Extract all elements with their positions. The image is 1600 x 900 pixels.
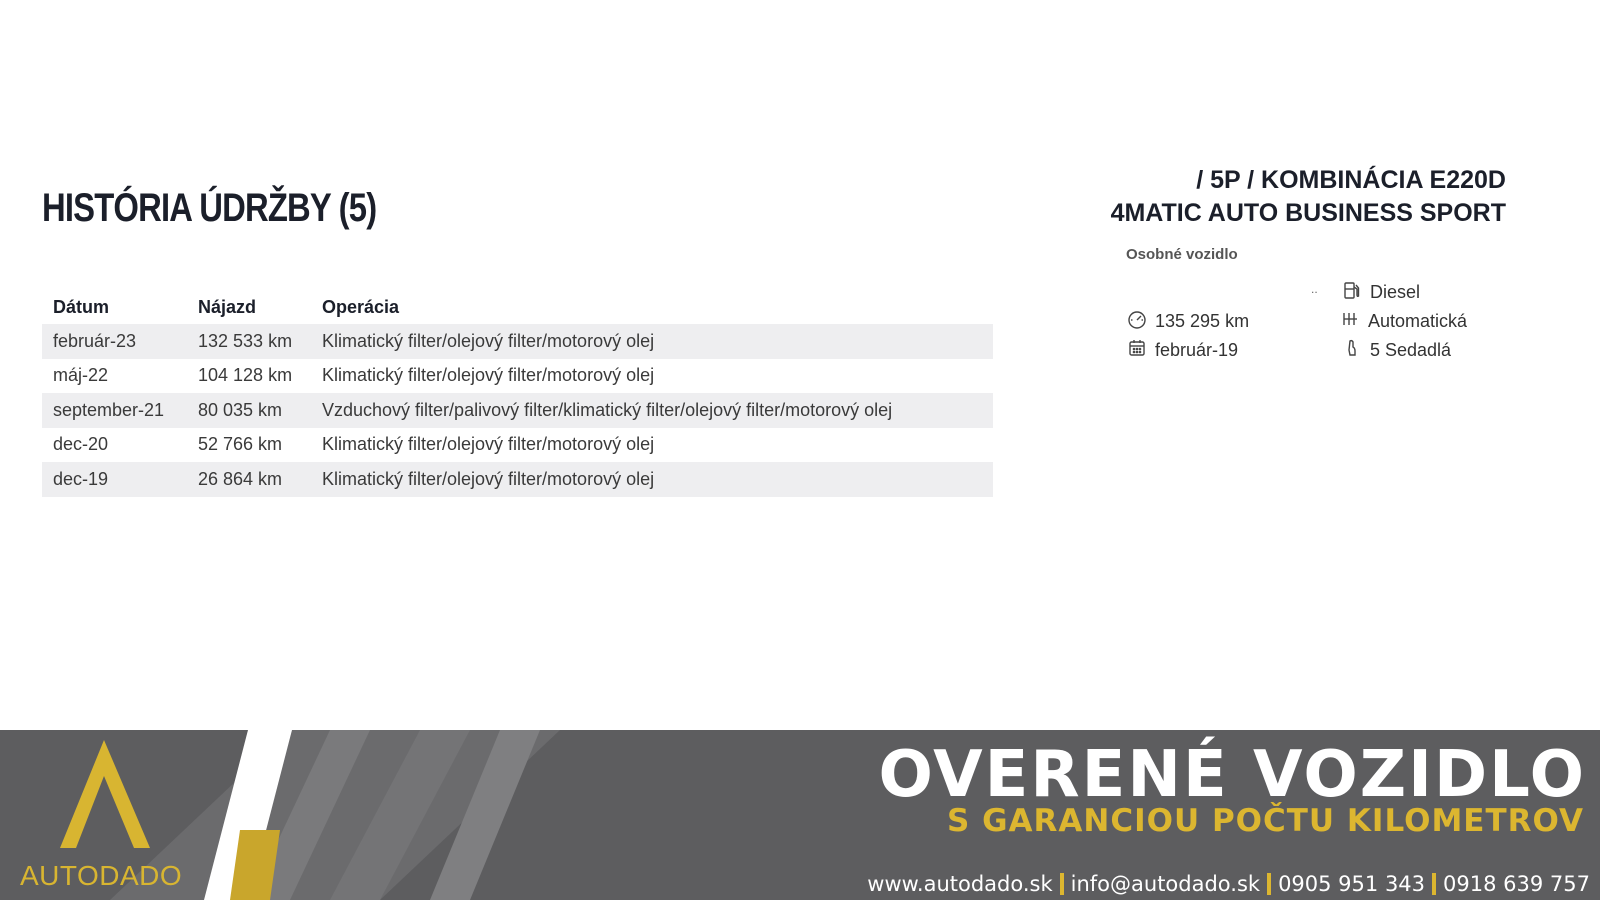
cell-mileage: 80 035 km <box>187 393 311 428</box>
spec-registration-label: február-19 <box>1155 340 1239 360</box>
cell-mileage: 132 533 km <box>187 324 311 359</box>
spec-mileage <box>1127 309 1249 334</box>
table-row <box>42 393 993 428</box>
fuel-pump-icon <box>1342 280 1362 305</box>
spec-fuel <box>1342 280 1420 305</box>
website-link[interactable]: www.autodado.sk <box>867 872 1053 896</box>
spec-registration <box>1127 338 1238 363</box>
banner-subheadline: S GARANCIOU POČTU KILOMETROV <box>946 803 1584 839</box>
vehicle-type: Osobné vozidlo <box>1126 246 1238 263</box>
contact-bar <box>867 872 1590 896</box>
vehicle-title-line-2: 4MATIC AUTO BUSINESS SPORT <box>1110 199 1506 227</box>
table-row <box>42 359 993 394</box>
cell-operation: Klimatický filter/olejový filter/motorový olej <box>322 434 655 455</box>
logo-text: AUTODADO <box>20 860 183 891</box>
cell-mileage: 104 128 km <box>198 365 293 386</box>
column-header-mileage: Nájazd <box>198 296 257 317</box>
seat-icon <box>1342 338 1362 363</box>
column-header-operation: Operácia <box>322 296 400 317</box>
calendar-icon <box>1127 338 1147 363</box>
cell-mileage: 26 864 km <box>187 462 311 497</box>
table-header-row <box>42 290 993 324</box>
cell-mileage: 52 766 km <box>198 434 283 455</box>
separator-dots: .. <box>1311 282 1318 296</box>
table-row <box>42 428 993 463</box>
banner-headline: OVERENÉ VOZIDLO <box>878 738 1586 812</box>
table-row <box>42 324 993 359</box>
phone-link-2[interactable]: 0918 639 757 <box>1443 872 1590 896</box>
cell-date: dec-20 <box>53 434 109 455</box>
contact-divider <box>1267 873 1271 895</box>
spec-transmission <box>1340 309 1467 334</box>
gearbox-icon <box>1340 309 1360 334</box>
spec-fuel-label: Diesel <box>1370 282 1421 302</box>
table-row <box>42 462 993 497</box>
cell-date: september-21 <box>42 393 187 428</box>
spec-seats-label: 5 Sedadlá <box>1370 340 1452 360</box>
autodado-logo <box>0 730 250 900</box>
speedometer-icon <box>1127 309 1147 334</box>
cell-date: dec-19 <box>42 462 187 497</box>
vehicle-title-line-1: / 5P / KOMBINÁCIA E220D <box>1196 166 1506 194</box>
contact-divider <box>1432 873 1436 895</box>
email-link[interactable]: info@autodado.sk <box>1070 872 1261 896</box>
column-header-date: Dátum <box>53 296 110 317</box>
cell-operation: Klimatický filter/olejový filter/motorový olej <box>322 365 655 386</box>
cell-date: máj-22 <box>53 365 109 386</box>
phone-link-1[interactable]: 0905 951 343 <box>1278 872 1426 896</box>
vehicle-title <box>1111 164 1506 230</box>
cell-date: február-23 <box>42 324 187 359</box>
cell-operation: Klimatický filter/olejový filter/motorový olej <box>311 324 993 359</box>
spec-mileage-label: 135 295 km <box>1155 311 1250 331</box>
cell-operation: Vzduchový filter/palivový filter/klimatický filter/olejový filter/motorový olej <box>311 393 993 428</box>
contact-divider <box>1060 873 1064 895</box>
spec-seats <box>1342 338 1451 363</box>
page-title: HISTÓRIA ÚDRŽBY (5) <box>42 186 377 230</box>
maintenance-history-table <box>42 290 993 497</box>
spec-transmission-label: Automatická <box>1368 311 1468 331</box>
cell-operation: Klimatický filter/olejový filter/motorový olej <box>311 462 993 497</box>
